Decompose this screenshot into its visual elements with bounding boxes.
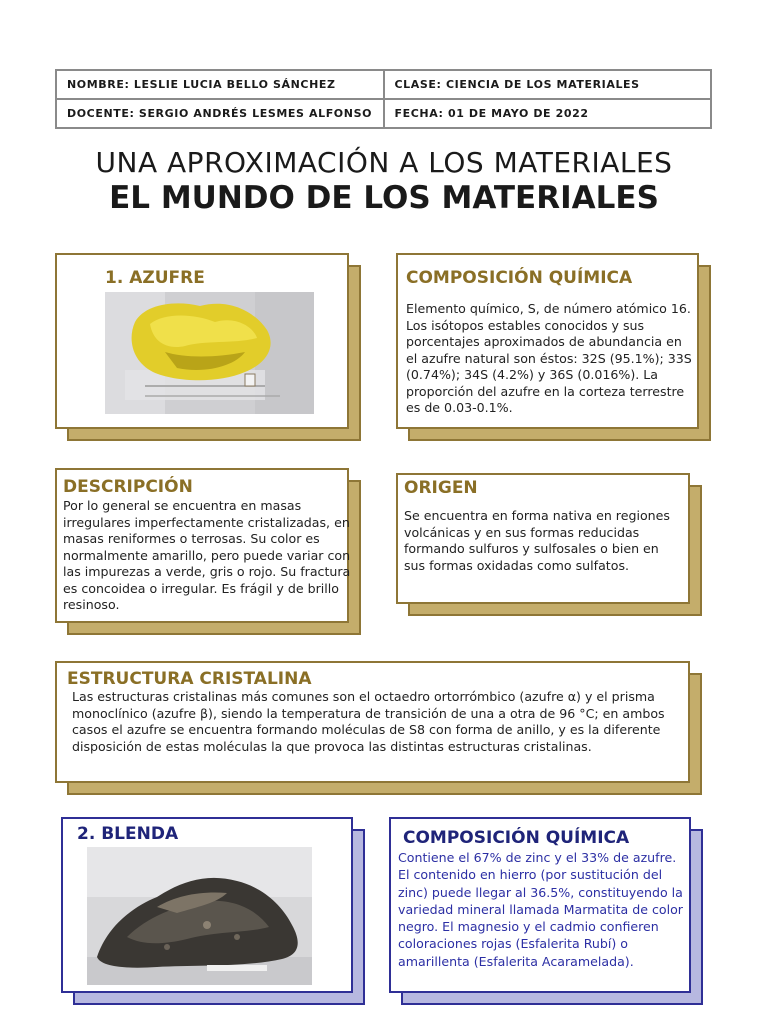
azufre-composicion-card — [396, 253, 699, 429]
blenda-composicion-text: Contiene el 67% de zinc y el 33% de azufre. El contenido en hierro (por sustitución del zinc) puede llegar al 36.5%, constituyendo la variedad mineral llamada Marmatita de color negro. El magnesio y el cadmio confieren coloraciones rojas (Esfalerita Rubí) o amarillenta (Esfalerita Acaramelada). — [398, 850, 683, 969]
estructura-card — [55, 661, 690, 783]
blenda-heading: 2. BLENDA — [77, 824, 179, 844]
origen-card — [396, 473, 690, 604]
estructura-text: Las estructuras cristalinas más comunes son el octaedro ortorrómbico (azufre α) y el prisma monoclínico (azufre β), siendo la temperatura de transición de una a otra de 96 °C; en ambos casos el azufre se encuentra formando moléculas de S8 con forma de anillo, y es la diferente disposición de estas moléculas la que provoca las distintas estructuras cristalinas. — [72, 689, 665, 754]
origen-text: Se encuentra en forma nativa en regiones volcánicas y en sus formas reducidas formando sulfuros y sulfosales o bien en sus formas oxidadas como sulfatos. — [404, 508, 670, 573]
clase-cell: CLASE: CIENCIA DE LOS MATERIALES — [384, 70, 712, 99]
header-table — [55, 69, 712, 129]
azufre-composicion-text: Elemento químico, S, de número atómico 16. Los isótopos estables conocidos y sus porcentajes aproximados de abundancia en el azufre natural son éstos: 32S (95.1%); 33S (0.74%); 34S (4.2%) y 36S (0.016%). La proporción del azufre en la corteza terrestre es de 0.03-0.1%. — [406, 301, 692, 415]
azufre-composicion-heading: COMPOSICIÓN QUÍMICA — [406, 268, 633, 288]
blenda-composicion-heading: COMPOSICIÓN QUÍMICA — [403, 828, 630, 848]
page-subtitle: UNA APROXIMACIÓN A LOS MATERIALES — [95, 146, 673, 179]
estructura-heading: ESTRUCTURA CRISTALINA — [67, 669, 312, 689]
blenda-card — [61, 817, 353, 993]
nombre-cell: NOMBRE: LESLIE LUCIA BELLO SÁNCHEZ — [56, 70, 384, 99]
docente-cell: DOCENTE: SERGIO ANDRÉS LESMES ALFONSO — [56, 99, 384, 128]
azufre-card — [55, 253, 349, 429]
fecha-cell: FECHA: 01 DE MAYO DE 2022 — [384, 99, 712, 128]
azufre-heading: 1. AZUFRE — [105, 268, 205, 288]
blenda-composicion-card — [389, 817, 691, 993]
blenda-photo — [87, 847, 312, 985]
azufre-photo — [105, 292, 314, 414]
origen-heading: ORIGEN — [404, 478, 478, 498]
page-title: EL MUNDO DE LOS MATERIALES — [109, 180, 659, 216]
descripcion-text: Por lo general se encuentra en masas irregulares imperfectamente cristalizadas, en masas reniformes o terrosas. Su color es normalmente amarillo, pero puede variar con las impurezas a verde, gris o rojo. Su fractura es concoidea o irregular. Es frágil y de brillo resinoso. — [63, 498, 351, 612]
descripcion-card — [55, 468, 349, 623]
descripcion-heading: DESCRIPCIÓN — [63, 477, 193, 497]
